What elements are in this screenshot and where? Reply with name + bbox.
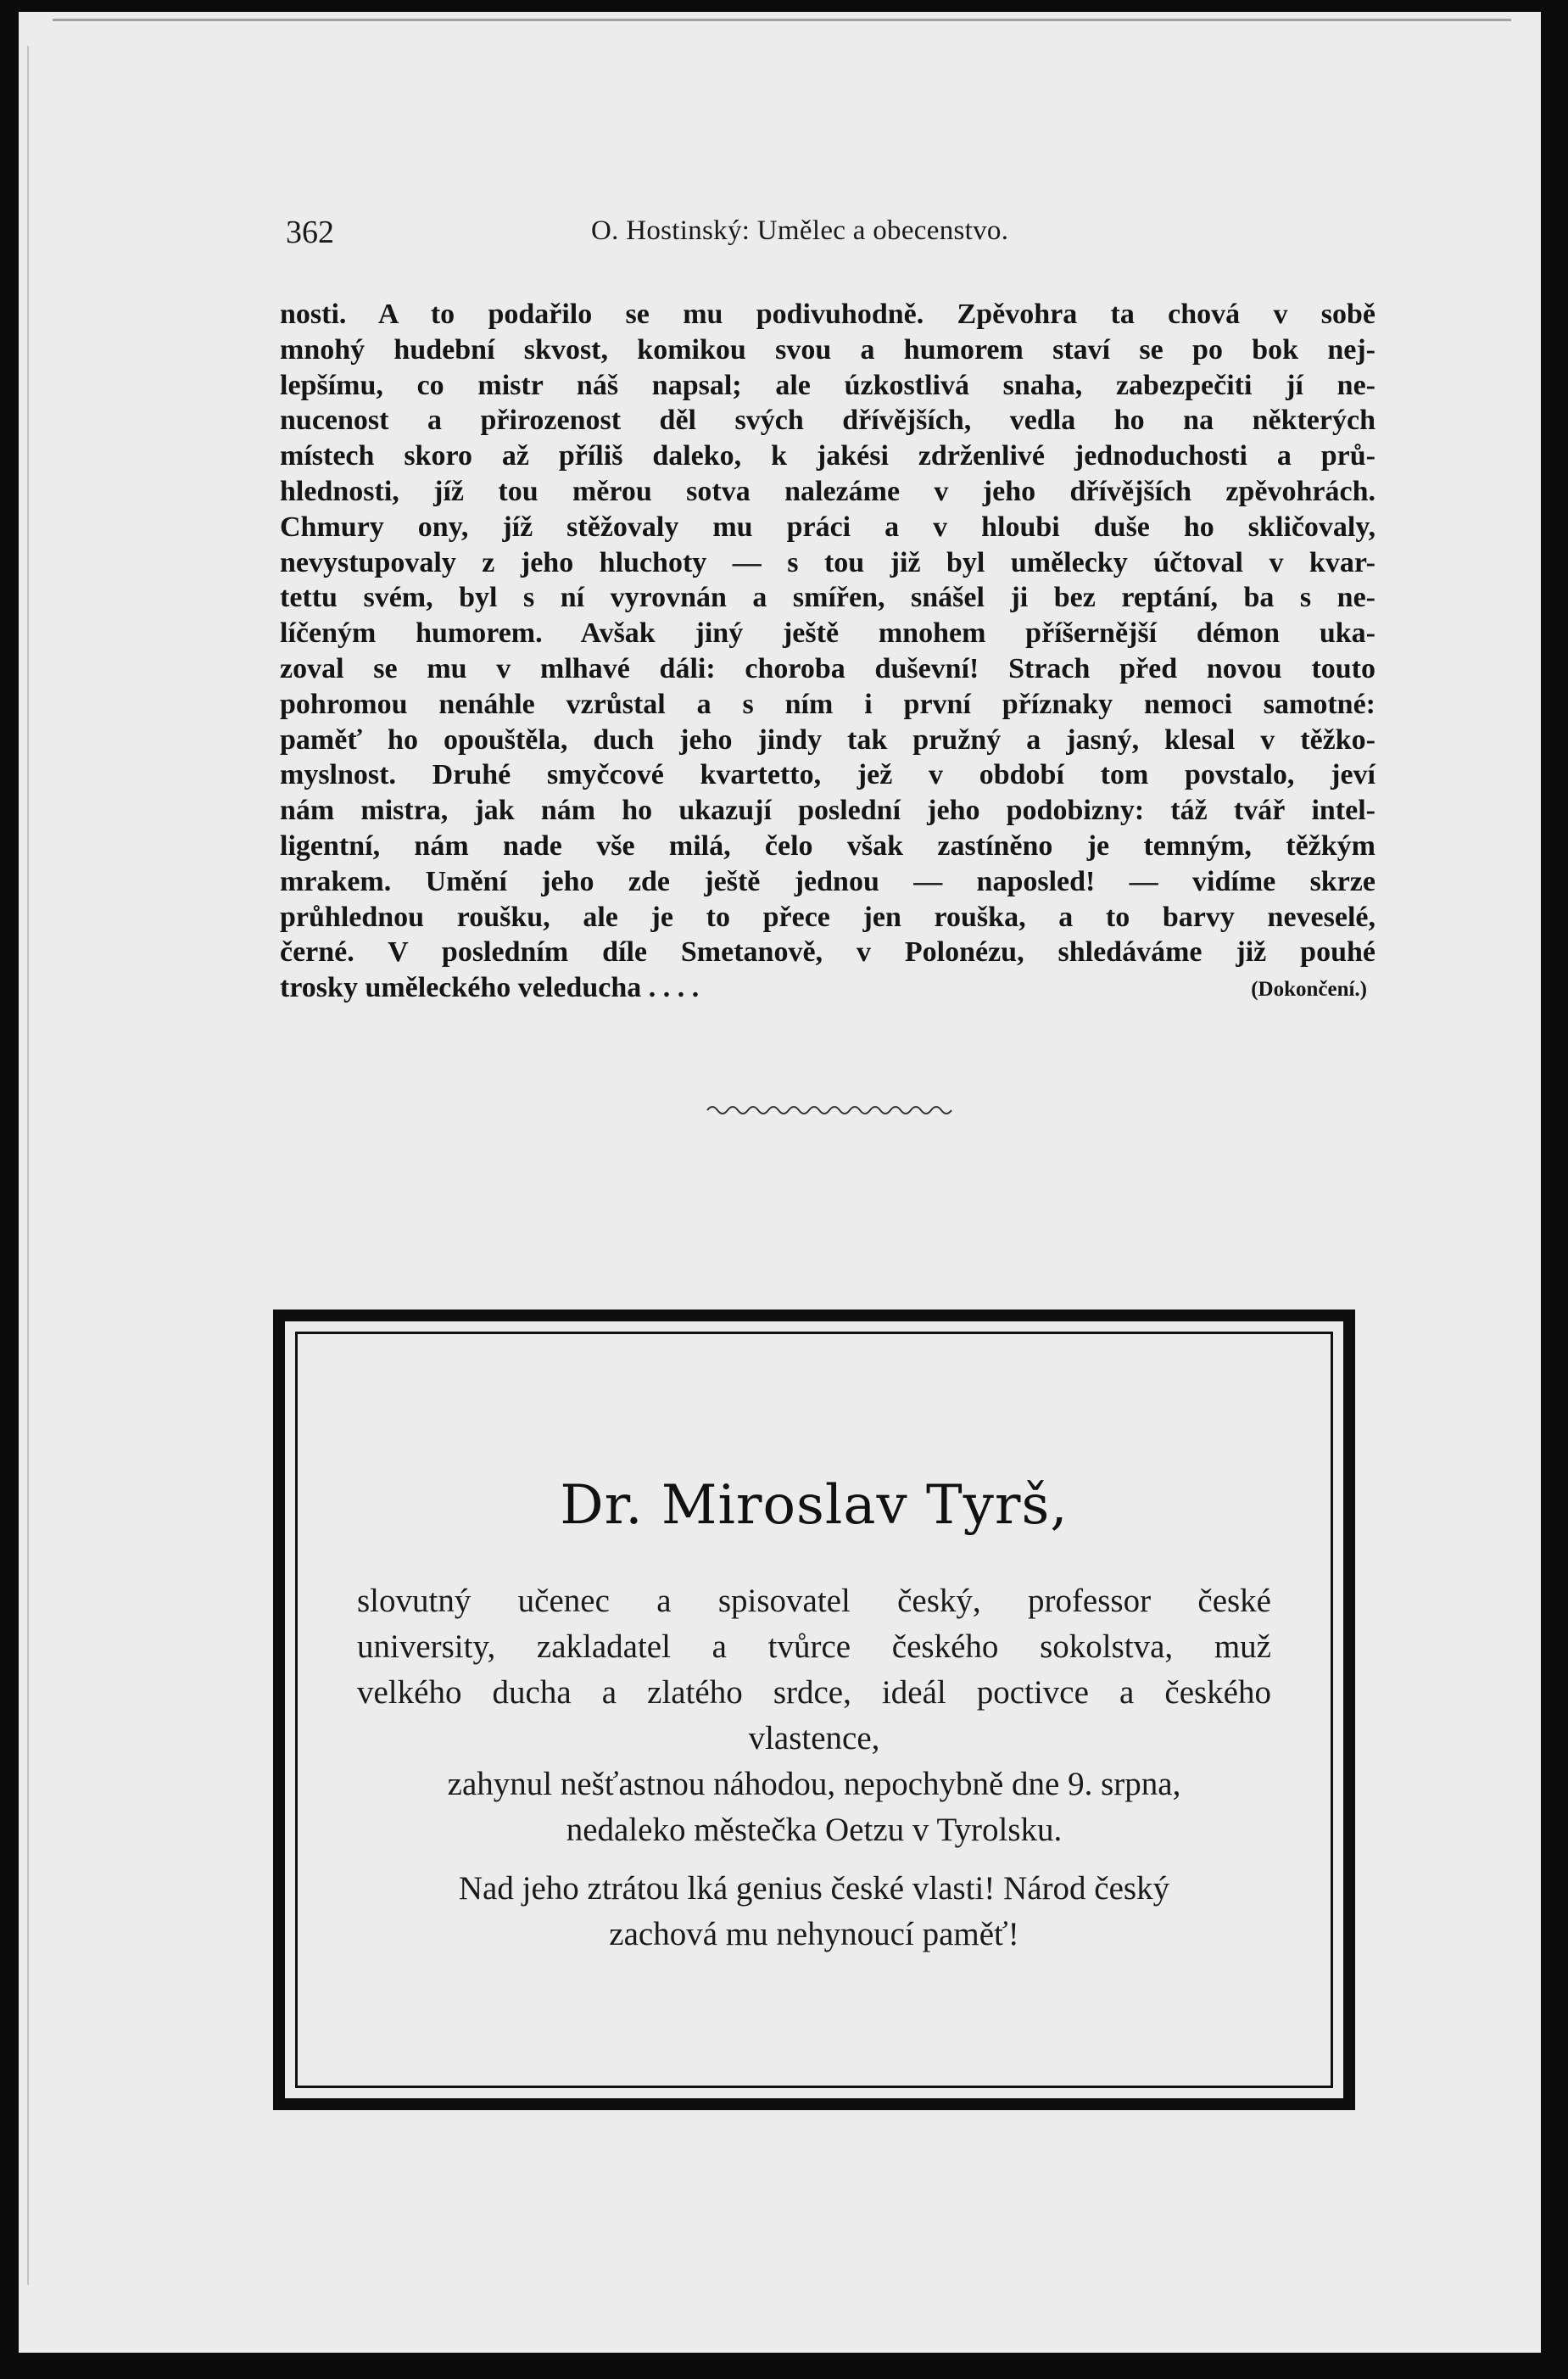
text-line: průhlednou roušku, ale je to přece jen rouška, a to barvy neveselé, bbox=[280, 901, 1375, 933]
notice-line: zachová mu nehynoucí paměť! bbox=[609, 1916, 1019, 1952]
text-line: nosti. A to podařilo se mu podivuhodně. Zpěvohra ta chová v sobě bbox=[280, 299, 1375, 330]
text-line: nucenost a přirozenost děl svých dřívějších, vedla ho na některých bbox=[280, 405, 1375, 437]
text-line: mrakem. Umění jeho zde ještě jednou — naposled! — vidíme skrze bbox=[280, 865, 1375, 897]
last-line-text: trosky uměleckého veleducha . . . . bbox=[280, 972, 700, 1004]
wave-ornament bbox=[706, 1102, 960, 1119]
notice-line: Nad jeho ztrátou lká genius české vlasti! Národ český bbox=[458, 1870, 1170, 1907]
page-number: 362 bbox=[286, 215, 334, 250]
notice-line: slovutný učenec a spisovatel český, professor české bbox=[357, 1583, 1271, 1619]
text-line: myslnost. Druhé smyčcové kvartetto, jež v období tom povstalo, jeví bbox=[280, 759, 1375, 791]
text-line: nevystupovaly z jeho hluchoty — s tou již byl umělecky účtoval v kvar- bbox=[280, 546, 1375, 578]
continued-note: (Dokončení.) bbox=[1251, 978, 1367, 1002]
notice-title: Dr. Miroslav Tyrš, bbox=[560, 1474, 1069, 1537]
article-text bbox=[280, 297, 1375, 1006]
text-line: ligentní, nám nade vše milá, čelo však zastíněno je temným, těžkým bbox=[280, 829, 1375, 862]
text-line: líčeným humorem. Avšak jiný ještě mnohem příšernější démon uka- bbox=[280, 617, 1375, 650]
text-line: lepšímu, co mistr náš napsal; ale úzkostlivá snaha, zabezpečiti jí ne- bbox=[280, 369, 1375, 401]
notice-line: velkého ducha a zlatého srdce, ideál poctivce a českého bbox=[357, 1674, 1271, 1711]
notice-line: vlastence, bbox=[748, 1720, 880, 1756]
obituary-notice-frame bbox=[273, 1310, 1355, 2110]
text-line: zoval se mu v mlhavé dáli: choroba duševní! Strach před novou touto bbox=[280, 652, 1375, 684]
text-line: mnohý hudební skvost, komikou svou a humorem staví se po bok nej- bbox=[280, 333, 1375, 366]
text-line: nám mistra, jak nám ho ukazují poslední jeho podobizny: táž tvář intel- bbox=[280, 795, 1375, 827]
notice-line: nedaleko městečka Oetzu v Tyrolsku. bbox=[566, 1812, 1063, 1848]
text-line: tettu svém, byl s ní vyrovnán a smířen, snášel ji bez reptání, ba s ne- bbox=[280, 582, 1375, 614]
page-margin-shadow bbox=[27, 46, 29, 2285]
page-edge-shadow bbox=[53, 19, 1511, 21]
text-line: černé. V posledním díle Smetanově, v Polonézu, shledáváme již pouhé bbox=[280, 936, 1375, 969]
text-line: pohromou nenáhle vzrůstal a s ním i první příznaky nemoci samotné: bbox=[280, 688, 1375, 720]
text-line: místech skoro až příliš daleko, k jakési zdrženlivé jednoduchosti a prů- bbox=[280, 440, 1375, 472]
text-line-last bbox=[280, 970, 1375, 1006]
text-line: Chmury ony, jíž stěžovaly mu práci a v hloubi duše ho skličovaly, bbox=[280, 511, 1375, 543]
text-line: paměť ho opouštěla, duch jeho jindy tak pružný a jasný, klesal v těžko- bbox=[280, 723, 1375, 756]
notice-paragraph-3 bbox=[357, 1866, 1271, 1957]
notice-paragraph-2 bbox=[357, 1762, 1271, 1853]
book-page bbox=[19, 12, 1541, 2353]
page-header bbox=[286, 214, 1397, 256]
obituary-notice-inner-border bbox=[295, 1332, 1333, 2088]
running-head: O. Hostinský: Umělec a obecenstvo. bbox=[591, 215, 1009, 246]
text-line: hlednosti, jíž tou měrou sotva nalezáme v jeho dřívějších zpěvohrách. bbox=[280, 475, 1375, 507]
notice-paragraph-1 bbox=[357, 1578, 1271, 1762]
notice-line: university, zakladatel a tvůrce českého sokolstva, muž bbox=[357, 1628, 1271, 1665]
notice-line: zahynul nešťastnou náhodou, nepochybně dne 9. srpna, bbox=[447, 1766, 1181, 1802]
